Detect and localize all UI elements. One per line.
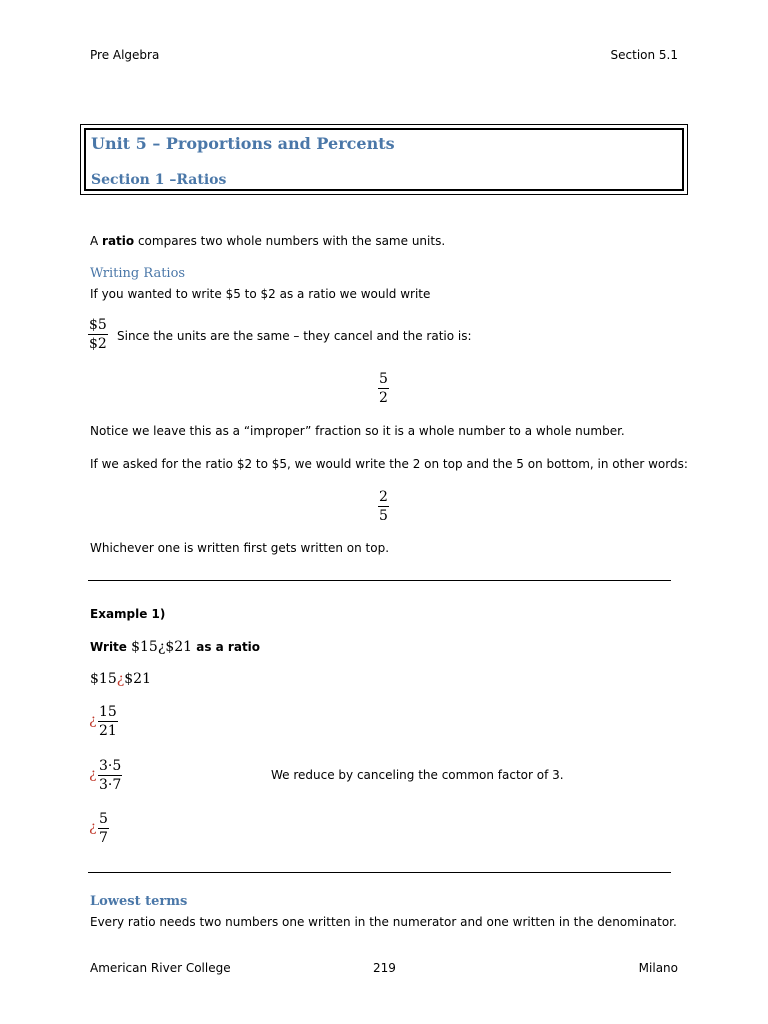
step0-b: $21 [124,671,151,687]
example-prompt-tail: as a ratio [192,640,261,654]
fraction-denominator: $2 [89,336,107,352]
intro-paragraph [90,234,445,248]
fraction-numerator: 15 [99,704,117,720]
step2-mark: ¿ [89,766,97,782]
fraction-bar [378,388,389,389]
step1-mark: ¿ [89,712,97,728]
section-divider [88,580,671,581]
fraction-numerator: $5 [89,317,107,333]
header-left: Pre Algebra [90,48,160,62]
step3-mark: ¿ [89,819,97,835]
footer-left: American River College [90,961,231,975]
example-prompt-bold: Write [90,640,132,654]
example-prompt [90,639,260,655]
fraction-bar [98,775,122,776]
section-divider [88,872,671,873]
unit-title: Unit 5 – Proportions and Percents [91,134,395,153]
fraction-bar [378,506,389,507]
fraction-denominator: 7 [99,830,108,846]
writing-ratios-heading: Writing Ratios [90,266,186,281]
fraction-15-21 [98,704,118,739]
fraction-denominator: 5 [379,508,388,524]
fraction-bar [98,828,109,829]
step0-mark: ¿ [116,671,125,687]
fraction-denominator: 21 [99,723,117,739]
intro-bold-term: ratio [102,234,135,248]
footer-right: Milano [638,961,678,975]
writing-ratios-line3: Notice we leave this as a “improper” fraction so it is a whole number to a whole number. [90,424,625,438]
lowest-terms-heading: Lowest terms [90,894,188,909]
step0-a: $15 [90,671,117,687]
fraction-bar [98,721,118,722]
header-right: Section 5.1 [610,48,678,62]
fraction-denominator: 3·7 [99,777,122,793]
fraction-3x5-3x7 [98,758,122,793]
fraction-numerator: 3·5 [99,758,122,774]
fraction-bar [88,334,108,335]
example-step0 [90,671,151,687]
fraction-2-5 [378,489,389,524]
intro-suffix: compares two whole numbers with the same units. [134,234,446,248]
example-prompt-math: $15¿$21 [131,639,193,655]
fraction-numerator: 5 [99,811,108,827]
intro-prefix: A [90,234,103,248]
fraction-dollars [88,317,108,352]
writing-ratios-line5: Whichever one is written first gets written on top. [90,541,390,555]
lowest-terms-line1: Every ratio needs two numbers one written in the numerator and one written in the denominator. [90,915,677,929]
fraction-numerator: 5 [379,371,388,387]
fraction-denominator: 2 [379,390,388,406]
section-title: Section 1 –Ratios [91,172,227,188]
step2-note: We reduce by canceling the common factor of 3. [271,768,564,782]
fraction-numerator: 2 [379,489,388,505]
fraction-5-2 [378,371,389,406]
fraction-5-7 [98,811,109,846]
writing-ratios-line2: Since the units are the same – they cancel and the ratio is: [117,329,472,343]
writing-ratios-line4: If we asked for the ratio $2 to $5, we would write the 2 on top and the 5 on bottom, in other words: [90,457,688,471]
example-label: Example 1) [90,607,166,621]
writing-ratios-line1: If you wanted to write $5 to $2 as a ratio we would write [90,287,431,301]
footer-page-number: 219 [373,961,396,975]
